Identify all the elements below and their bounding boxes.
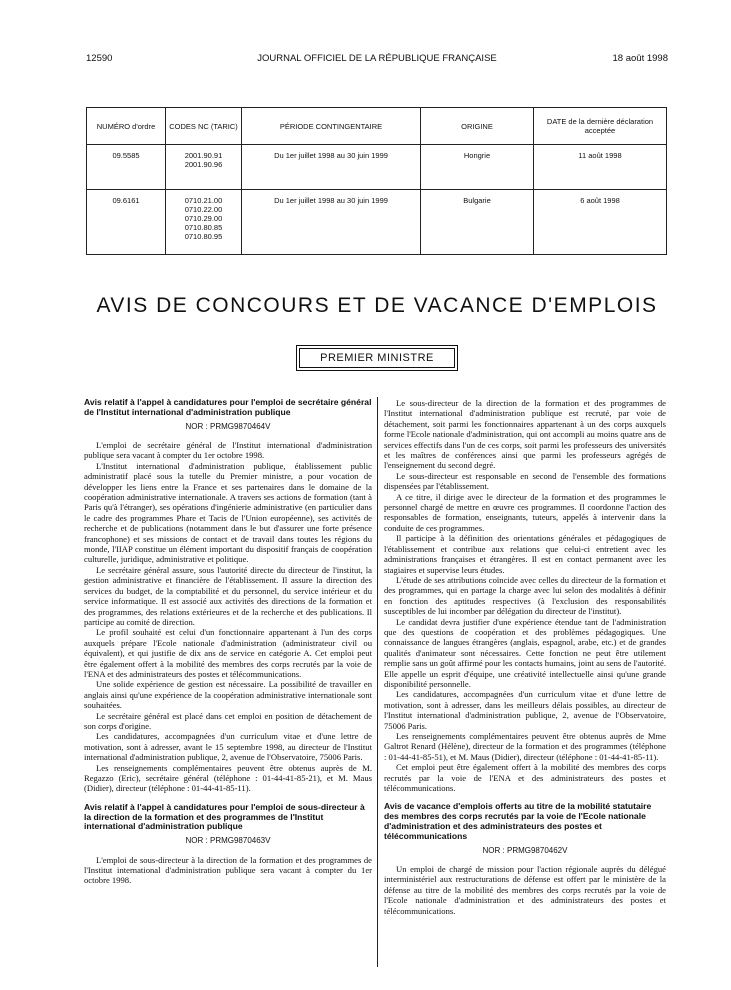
paragraph: L'emploi de secrétaire général de l'Institut international d'administration publique sera vacant à compter du 1er octobre 1998. <box>84 440 372 461</box>
paragraph: Le sous-directeur de la direction de la formation et des programmes de l'Institut international d'administration publique est recruté, par voie de détachement, soit parmi les fonctionnaires appartenant à un des corps auxquels forme l'Ecole nationale d'administration, qui ont accompli au moins quatre ans de services effectifs dans l'un de ces corps, soit parmi les professeurs des universités et les maîtres de conférences ainsi que parmi les professeurs agrégés de l'enseignement du second degré. <box>384 398 666 471</box>
cell-codes: 0710.21.00 0710.22.00 0710.29.00 0710.80.85 0710.80.95 <box>166 190 242 255</box>
cell-codes: 2001.90.91 2001.90.96 <box>166 145 242 190</box>
notice1-nor: NOR : PRMG9870464V <box>185 421 271 431</box>
paragraph: Les candidatures, accompagnées d'un curriculum vitae et d'une lettre de motivation, sont à adresser, dans les meilleurs délais possibles, au directeur de l'Institut international d'administration publique, 2, avenue de l'Observatoire, 75006 Paris. <box>384 689 666 731</box>
page-header <box>86 53 668 67</box>
cell-origine: Hongrie <box>421 145 534 190</box>
col-header-origine: ORIGINE <box>421 108 534 145</box>
paragraph: Le profil souhaité est celui d'un fonctionnaire appartenant à l'un des corps auxquels prépare l'Ecole nationale d'administration (administrateur civil ou équivalent), et qui justifie de dix ans de service en catégorie A. Cet emploi peut être également offert à la mobilité des membres des corps recrutés par la voie de l'ENA et des administrateurs des postes et télécommunications. <box>84 627 372 679</box>
notice1-title: Avis relatif à l'appel à candidatures pour l'emploi de secrétaire général de l'Institut international d'administration publique <box>84 397 372 417</box>
cell-date: 6 août 1998 <box>534 190 667 255</box>
page-number: 12590 <box>86 53 113 64</box>
paragraph: L'étude de ses attributions coïncide avec celles du directeur de la formation et des programmes, qui en partage la charge avec lui selon des modalités à définir en fonction des aptitudes respectives (à l'exclusion des responsabilités susceptibles de lui incomber par délégation du directeur de l'institut). <box>384 574 666 617</box>
column-divider <box>377 397 378 967</box>
col-header-periode: PÉRIODE CONTINGENTAIRE <box>242 108 421 145</box>
table-row <box>87 190 667 255</box>
table-row <box>87 145 667 190</box>
paragraph: Le sous-directeur est responsable en second de l'ensemble des formations dispensées par l'établissement. <box>384 470 666 492</box>
paragraph: Les renseignements complémentaires peuvent être obtenus auprès de Mme Galtrot Renard (Hélène), directeur de la formation et des programmes (téléphone : 01-44-41-85-51), et M. Maus (Didier), directeur (téléphone : 01-44-41-85-11). <box>384 731 666 762</box>
paragraph: Le secrétaire général assure, sous l'autorité directe du directeur de l'institut, la gestion administrative et financière de l'établissement. Il assure la direction des services du budget, de la comptabilité et du personnel, du service intérieur et du service informatique. Il est associé aux activités des directions de la formation et des programmes, des relations extérieures et de la recherche et des publications. Il participe au comité de direction. <box>84 564 372 627</box>
col-header-codes: CODES NC (TARIC) <box>166 108 242 145</box>
cell-periode: Du 1er juillet 1998 au 30 juin 1999 <box>242 145 421 190</box>
paragraph: Le secrétaire général est placé dans cet emploi en position de détachement de son corps d'origine. <box>84 710 372 731</box>
quota-table <box>86 107 667 255</box>
right-column <box>384 398 666 916</box>
col-header-num: NUMÉRO d'ordre <box>87 108 166 145</box>
paragraph: Le candidat devra justifier d'une expérience étendue tant de l'administration que des questions de coopération et des problèmes pédagogiques. Une connaissance de langues étrangères (anglais, espagnol, arabe, etc.) et de grandes qualités d'animateur sont nécessaires. Cette fonction ne peut être utilement remplie sans un goût affirmé pour les contacts humains, joint au sens de l'autorité. Elle appelle un esprit d'équipe, une créativité intellectuelle ainsi qu'une grande disponibilité personnelle. <box>384 616 666 689</box>
cell-origine: Bulgarie <box>421 190 534 255</box>
cell-num: 09.5585 <box>87 145 166 190</box>
paragraph: L'Institut international d'administration publique, établissement public administratif placé sous la tutelle du Premier ministre, a pour vocation de développer les liens entre la France et ses partenaires dans le domaine de la coopération administrative internationale. A travers ses actions de formation (tant à Paris qu'à l'étranger), ses opérations d'ingénierie administrative (en particulier dans le cadre des programmes Phare et Tacis de l'Union européenne), ses activités de recherche et de publications (notamment dans le but d'assurer une forte présence francophone) et ses missions de contact et de travail dans toutes les régions du monde, l'IIAP constitue un élément important du dispositif français de coopération culturelle, juridique, administrative et politique. <box>84 460 372 565</box>
notice2-title: Avis relatif à l'appel à candidatures pour l'emploi de sous-directeur à la direction de la formation et des programmes de l'Institut international d'administration publique <box>84 801 365 832</box>
paragraph: L'emploi de sous-directeur à la direction de la formation et des programmes de l'Institut international d'administration publique sera vacant à compter du 1er octobre 1998. <box>84 854 372 886</box>
cell-periode: Du 1er juillet 1998 au 30 juin 1999 <box>242 190 421 255</box>
issue-date: 18 août 1998 <box>612 53 668 64</box>
paragraph: Il participe à la définition des orientations générales et pédagogiques de l'établissement et contribue aux relations que celui-ci entretient avec les administrations françaises et étrangères. Il est en contact permanent avec les stagiaires et supervise leurs études. <box>384 533 666 575</box>
ministry-label: PREMIER MINISTRE <box>299 348 455 368</box>
notice3-nor: NOR : PRMG9870462V <box>482 845 568 855</box>
cell-num: 09.6161 <box>87 190 166 255</box>
section-title: AVIS DE CONCOURS ET DE VACANCE D'EMPLOIS <box>96 294 658 317</box>
ministry-box <box>296 345 458 371</box>
notice2-nor: NOR : PRMG9870463V <box>185 836 271 846</box>
paragraph: Une solide expérience de gestion est nécessaire. La possibilité de travailler en anglais ainsi qu'une expérience de la coopération administrative internationale sont souhaitées. <box>84 679 372 711</box>
paragraph: Cet emploi peut être également offert à la mobilité des membres des corps recrutés par la voie de l'ENA et des administrateurs des postes et télécommunications. <box>384 762 666 794</box>
notice3-title: Avis de vacance d'emplois offerts au titre de la mobilité statutaire des membres des corps recrutés par la voie de l'Ecole nationale d'administration et des administrateurs des postes et télécommunications <box>384 801 652 841</box>
table-header-row <box>87 108 667 145</box>
journal-title: JOURNAL OFFICIEL DE LA RÉPUBLIQUE FRANÇAISE <box>257 53 497 64</box>
cell-date: 11 août 1998 <box>534 145 667 190</box>
paragraph: Les candidatures, accompagnées d'un curriculum vitae et d'une lettre de motivation, sont à adresser, avant le 15 septembre 1998, au directeur de l'Institut international d'administration publique, 2, avenue de l'Observatoire, 75006 Paris. <box>84 731 372 763</box>
col-header-date: DATE de la dernière déclaration acceptée <box>534 108 667 145</box>
paragraph: Les renseignements complémentaires peuvent être obtenus auprès de M. Regazzo (Eric), secrétaire général (téléphone : 01-44-41-85-21), et M. Maus (Didier), directeur (téléphone : 01-44-41-85-11). <box>84 762 372 794</box>
left-column <box>84 398 372 886</box>
paragraph: Un emploi de chargé de mission pour l'action régionale auprès du délégué interministériel aux restructurations de défense est offert par le ministère de la défense au titre de la mobilité des membres des corps recrutés par la voie de l'Ecole nationale d'administration et des administrateurs des postes et télécommunications. <box>384 864 666 916</box>
paragraph: A ce titre, il dirige avec le directeur de la formation et des programmes le personnel chargé de mettre en œuvre ces programmes. Il coordonne l'action des responsables de formation, enseignants, tuteurs, appelés à intervenir dans la conduite de ces programmes. <box>384 491 666 533</box>
